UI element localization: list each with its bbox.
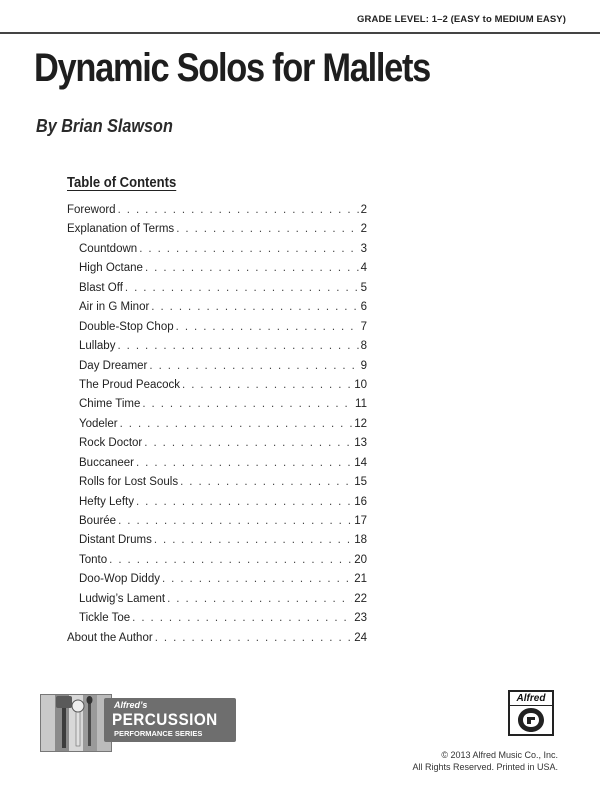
toc-entry <box>67 573 367 592</box>
toc-entry-title: Rock Doctor <box>79 437 143 450</box>
toc-leader-dots <box>162 573 352 585</box>
toc-entry-page: 6 <box>360 301 367 314</box>
book-title: Dynamic Solos for Mallets <box>34 46 430 90</box>
toc-entry-title: Buccaneer <box>79 456 134 469</box>
toc-leader-dots <box>118 515 352 527</box>
toc-entry <box>67 340 367 359</box>
toc-entry-title: Double-Stop Chop <box>79 320 174 333</box>
toc-entry <box>67 612 367 631</box>
toc-entry-title: About the Author <box>67 631 153 644</box>
toc-entry <box>67 379 367 398</box>
toc-entry-page: 8 <box>360 340 367 353</box>
toc-entry-page: 5 <box>360 281 367 294</box>
mallet-icon <box>50 688 104 750</box>
percussion-series-logo <box>40 688 236 752</box>
toc-entry-page: 20 <box>354 553 367 566</box>
alfred-wordmark: Alfred <box>510 692 552 706</box>
toc-entry <box>67 262 367 281</box>
toc-entry-page: 15 <box>354 476 367 489</box>
series-subtitle: PERFORMANCE SERIES <box>114 729 203 738</box>
toc-entry <box>67 457 367 476</box>
toc-entry-title: The Proud Peacock <box>79 378 181 391</box>
toc-entry-page: 24 <box>354 631 367 644</box>
toc-entry-page: 14 <box>354 456 367 469</box>
toc-entry <box>67 418 367 437</box>
toc-entry-page: 16 <box>354 495 367 508</box>
toc-entry-title: Foreword <box>67 204 116 216</box>
toc-entry <box>67 593 367 612</box>
toc-leader-dots <box>125 282 359 294</box>
toc-entry-page: 22 <box>354 592 367 605</box>
toc-entry-page: 9 <box>360 359 367 372</box>
toc-entry-page: 18 <box>354 534 367 547</box>
toc-leader-dots <box>180 476 352 488</box>
toc-leader-dots <box>139 243 358 255</box>
toc-entry-title: Yodeler <box>79 417 118 430</box>
toc-leader-dots <box>176 321 359 333</box>
toc-entry-title: Blast Off <box>79 281 123 294</box>
toc-entry <box>67 360 367 379</box>
toc-entry <box>67 437 367 456</box>
alfred-emblem-icon <box>515 706 547 734</box>
toc-leader-dots <box>120 418 353 430</box>
toc-entry <box>67 632 367 651</box>
toc-entry <box>67 554 367 573</box>
toc-entry <box>67 476 367 495</box>
alfred-publisher-logo <box>508 690 554 736</box>
header-rule <box>0 32 600 34</box>
toc-entry-page: 13 <box>354 437 367 450</box>
toc-leader-dots <box>151 301 358 313</box>
toc-entry-page: 23 <box>354 612 367 625</box>
toc-entry-page: 4 <box>360 262 367 275</box>
toc-entry-title: Distant Drums <box>79 534 152 547</box>
toc-entry-title: Tickle Toe <box>79 612 131 625</box>
toc-leader-dots <box>132 612 352 624</box>
series-brand: Alfred’s <box>114 700 148 710</box>
toc-leader-dots <box>182 379 352 391</box>
series-wordmark <box>104 698 236 742</box>
toc-entry <box>67 223 367 242</box>
toc-entry <box>67 496 367 515</box>
toc-entry <box>67 204 367 223</box>
toc-leader-dots <box>136 496 352 508</box>
toc-entry-title: Explanation of Terms <box>67 223 175 236</box>
toc-entry-title: High Octane <box>79 262 143 275</box>
toc-entry-title: Chime Time <box>79 398 141 411</box>
toc-leader-dots <box>145 262 359 274</box>
toc-heading: Table of Contents <box>67 175 177 191</box>
toc-entry <box>67 398 367 417</box>
toc-leader-dots <box>155 632 353 644</box>
toc-leader-dots <box>136 457 352 469</box>
toc-entry-page: 10 <box>354 378 367 391</box>
toc-leader-dots <box>144 437 352 449</box>
toc-entry-page: 3 <box>360 242 367 255</box>
toc-entry-title: Ludwig’s Lament <box>79 592 166 605</box>
toc-entry <box>67 301 367 320</box>
grade-level: GRADE LEVEL: 1–2 (EASY to MEDIUM EASY) <box>357 14 566 25</box>
toc-entry-page: 21 <box>354 573 367 586</box>
author-line: By Brian Slawson <box>36 116 173 136</box>
toc-entry-page: 2 <box>360 223 367 236</box>
toc-entry-page: 7 <box>360 320 367 333</box>
copyright-line-1: © 2013 Alfred Music Co., Inc. <box>441 750 558 760</box>
toc-leader-dots <box>117 340 358 352</box>
toc-entry-title: Hefty Lefty <box>79 495 134 508</box>
toc-leader-dots <box>149 360 358 372</box>
toc-leader-dots <box>176 223 358 235</box>
toc-entry <box>67 321 367 340</box>
table-of-contents <box>67 204 367 651</box>
toc-leader-dots <box>167 593 352 605</box>
toc-entry-title: Day Dreamer <box>79 359 148 372</box>
toc-entry-page: 11 <box>355 398 367 411</box>
toc-entry <box>67 282 367 301</box>
toc-leader-dots <box>109 554 352 566</box>
toc-leader-dots <box>118 204 359 216</box>
toc-entry-title: Countdown <box>79 242 138 255</box>
toc-entry-title: Doo-Wop Diddy <box>79 573 160 586</box>
toc-entry <box>67 515 367 534</box>
series-name: PERCUSSION <box>112 710 218 729</box>
toc-entry <box>67 534 367 553</box>
toc-entry-page: 17 <box>354 515 367 527</box>
toc-entry-title: Tonto <box>79 553 108 566</box>
copyright-line-2: All Rights Reserved. Printed in USA. <box>412 761 558 772</box>
toc-entry-page: 12 <box>354 417 367 430</box>
toc-entry-title: Bourée <box>79 515 117 527</box>
toc-leader-dots <box>142 398 353 410</box>
toc-entry-title: Rolls for Lost Souls <box>79 476 179 489</box>
toc-entry-title: Air in G Minor <box>79 301 150 314</box>
toc-entry-title: Lullaby <box>79 340 116 353</box>
toc-leader-dots <box>154 534 352 546</box>
toc-entry-page: 2 <box>360 204 367 216</box>
toc-entry <box>67 243 367 262</box>
copyright-notice <box>412 750 558 773</box>
